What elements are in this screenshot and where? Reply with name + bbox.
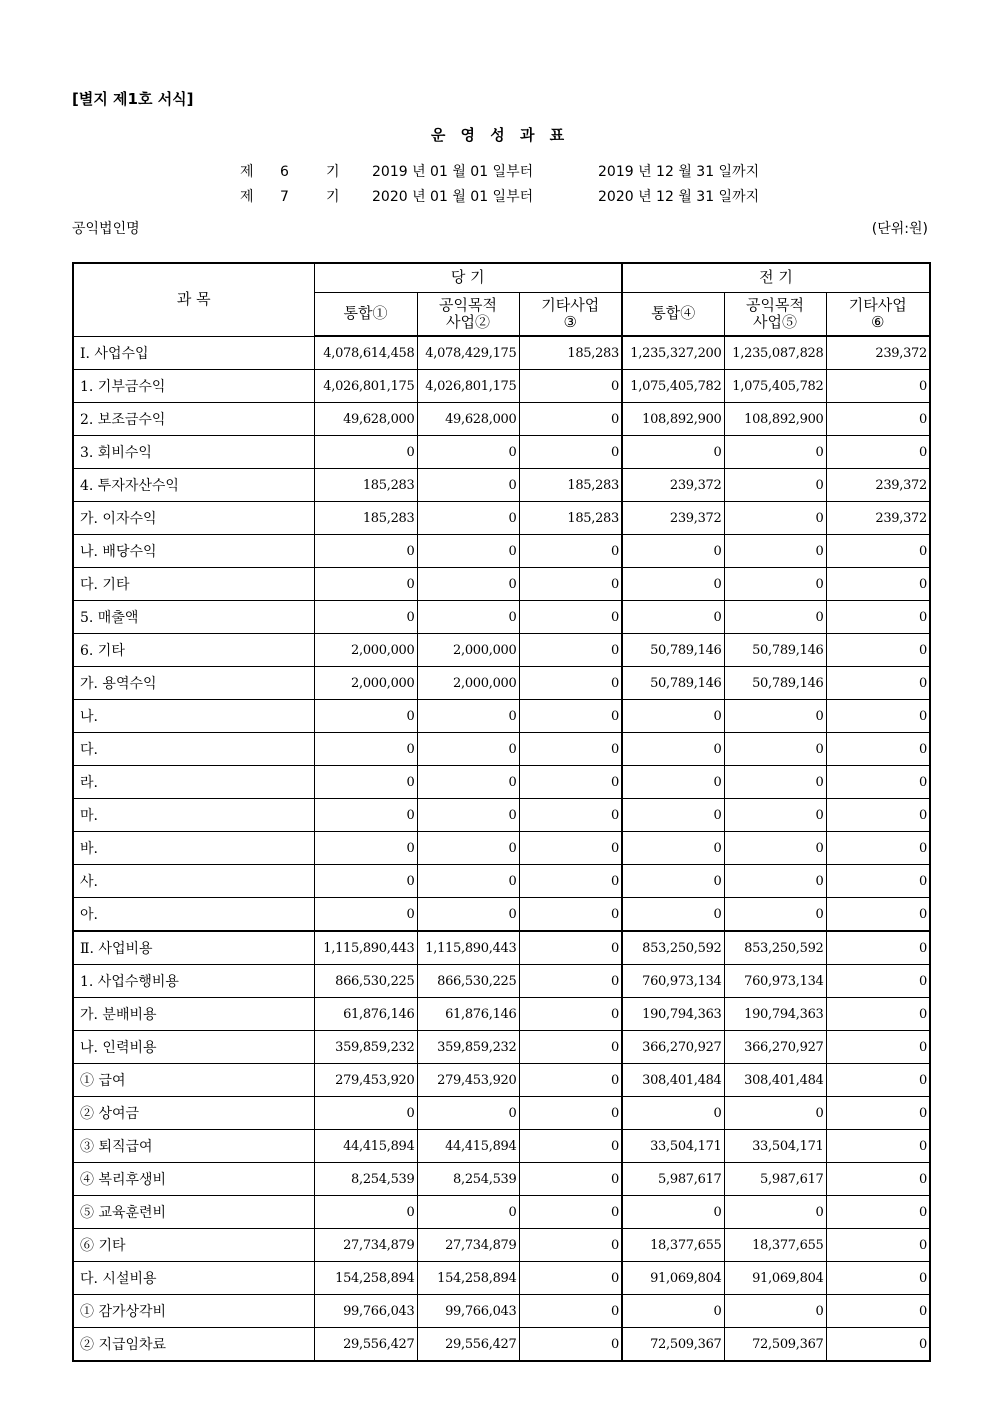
- row-label: 5. 매출액: [73, 601, 314, 634]
- row-label: 다. 시설비용: [73, 1262, 314, 1295]
- row-value: 0: [826, 1064, 930, 1097]
- table-row: [73, 667, 930, 700]
- row-value: 91,069,804: [724, 1262, 826, 1295]
- row-value: 0: [622, 865, 724, 898]
- row-value: 33,504,171: [622, 1130, 724, 1163]
- table-row: [73, 403, 930, 436]
- row-label: 가. 분배비용: [73, 998, 314, 1031]
- row-value: 0: [826, 865, 930, 898]
- table-row: [73, 336, 930, 370]
- row-value: 8,254,539: [417, 1163, 519, 1196]
- table-row: [73, 799, 930, 832]
- row-value: 0: [519, 1229, 622, 1262]
- row-value: 0: [519, 700, 622, 733]
- row-value: 0: [622, 799, 724, 832]
- row-value: 0: [724, 568, 826, 601]
- row-value: 0: [417, 700, 519, 733]
- row-value: 91,069,804: [622, 1262, 724, 1295]
- unit-label: (단위:원): [871, 221, 928, 237]
- row-label: 나.: [73, 700, 314, 733]
- row-value: 44,415,894: [417, 1130, 519, 1163]
- row-value: 4,026,801,175: [314, 370, 417, 403]
- row-value: 0: [314, 799, 417, 832]
- row-value: 99,766,043: [417, 1295, 519, 1328]
- period-from: 2020 년 01 월 01 일부터: [372, 189, 534, 205]
- row-value: 0: [826, 1163, 930, 1196]
- row-value: 0: [826, 1097, 930, 1130]
- row-value: 0: [519, 370, 622, 403]
- row-value: 0: [417, 1196, 519, 1229]
- table-body: [73, 336, 930, 1361]
- row-value: 0: [519, 1163, 622, 1196]
- row-label: 2. 보조금수익: [73, 403, 314, 436]
- row-label: 다.: [73, 733, 314, 766]
- row-value: 4,026,801,175: [417, 370, 519, 403]
- period-to: 2019 년 12 월 31 일까지: [598, 164, 760, 180]
- row-value: 0: [417, 1097, 519, 1130]
- row-value: 0: [724, 1196, 826, 1229]
- table-row: [73, 832, 930, 865]
- row-value: 0: [622, 568, 724, 601]
- row-value: 239,372: [622, 469, 724, 502]
- row-value: 5,987,617: [724, 1163, 826, 1196]
- row-value: 0: [519, 898, 622, 932]
- row-value: 154,258,894: [314, 1262, 417, 1295]
- row-value: 0: [314, 568, 417, 601]
- row-label: 나. 인력비용: [73, 1031, 314, 1064]
- row-value: 0: [724, 898, 826, 932]
- table-row: [73, 700, 930, 733]
- row-value: 0: [622, 436, 724, 469]
- row-value: 0: [826, 799, 930, 832]
- row-value: 866,530,225: [314, 965, 417, 998]
- row-value: 0: [826, 1295, 930, 1328]
- row-value: 0: [417, 733, 519, 766]
- row-value: 0: [314, 865, 417, 898]
- row-value: 0: [826, 568, 930, 601]
- row-value: 0: [417, 502, 519, 535]
- row-value: 0: [519, 1328, 622, 1362]
- row-value: 50,789,146: [724, 634, 826, 667]
- row-label: Ⅰ. 사업수입: [73, 336, 314, 370]
- table-row: [73, 898, 930, 932]
- row-value: 0: [724, 535, 826, 568]
- row-value: 366,270,927: [724, 1031, 826, 1064]
- row-value: 50,789,146: [622, 667, 724, 700]
- row-value: 0: [417, 469, 519, 502]
- row-label: ① 감가상각비: [73, 1295, 314, 1328]
- table-row: [73, 1262, 930, 1295]
- row-value: 4,078,429,175: [417, 336, 519, 370]
- table-row: [73, 1196, 930, 1229]
- row-value: 0: [622, 832, 724, 865]
- row-value: 0: [622, 898, 724, 932]
- column-header: 기타사업 ⑥: [826, 292, 930, 336]
- row-value: 190,794,363: [724, 998, 826, 1031]
- row-value: 853,250,592: [724, 931, 826, 965]
- table-row: [73, 568, 930, 601]
- row-value: 0: [826, 700, 930, 733]
- row-value: 0: [314, 436, 417, 469]
- row-value: 99,766,043: [314, 1295, 417, 1328]
- row-value: 1,235,327,200: [622, 336, 724, 370]
- row-value: 239,372: [826, 336, 930, 370]
- row-value: 0: [519, 1262, 622, 1295]
- row-value: 0: [826, 1196, 930, 1229]
- column-header: 기타사업 ③: [519, 292, 622, 336]
- row-value: 44,415,894: [314, 1130, 417, 1163]
- table-row: [73, 865, 930, 898]
- row-value: 0: [724, 1295, 826, 1328]
- row-value: 0: [622, 535, 724, 568]
- row-label: ② 상여금: [73, 1097, 314, 1130]
- table-row: [73, 634, 930, 667]
- row-value: 0: [826, 601, 930, 634]
- row-value: 0: [826, 535, 930, 568]
- row-value: 0: [314, 1196, 417, 1229]
- row-value: 5,987,617: [622, 1163, 724, 1196]
- row-label: 라.: [73, 766, 314, 799]
- row-value: 0: [519, 403, 622, 436]
- table-row: [73, 965, 930, 998]
- row-value: 185,283: [314, 502, 417, 535]
- row-value: 0: [519, 766, 622, 799]
- row-value: 0: [314, 1097, 417, 1130]
- row-label: 가. 이자수익: [73, 502, 314, 535]
- row-value: 49,628,000: [314, 403, 417, 436]
- row-label: ③ 퇴직급여: [73, 1130, 314, 1163]
- table-row: [73, 998, 930, 1031]
- row-value: 0: [417, 535, 519, 568]
- row-label: 나. 배당수익: [73, 535, 314, 568]
- row-value: 0: [724, 469, 826, 502]
- row-value: 0: [622, 700, 724, 733]
- row-value: 0: [519, 1097, 622, 1130]
- table-row: [73, 535, 930, 568]
- row-value: 0: [519, 931, 622, 965]
- row-label: 1. 기부금수익: [73, 370, 314, 403]
- row-value: 0: [826, 436, 930, 469]
- period-number: 6: [280, 164, 289, 180]
- row-value: 359,859,232: [314, 1031, 417, 1064]
- row-value: 0: [519, 1064, 622, 1097]
- table-row: [73, 1130, 930, 1163]
- period-gi: 기: [326, 164, 340, 180]
- table-row: [73, 1064, 930, 1097]
- row-value: 239,372: [826, 469, 930, 502]
- row-value: 0: [314, 733, 417, 766]
- row-value: 2,000,000: [314, 667, 417, 700]
- row-value: 0: [724, 700, 826, 733]
- row-value: 0: [519, 1130, 622, 1163]
- row-value: 27,734,879: [314, 1229, 417, 1262]
- row-label: ⑤ 교육훈련비: [73, 1196, 314, 1229]
- period-to: 2020 년 12 월 31 일까지: [598, 189, 760, 205]
- row-value: 0: [519, 601, 622, 634]
- row-value: 72,509,367: [622, 1328, 724, 1362]
- table-row: [73, 1328, 930, 1362]
- period-gi: 기: [326, 189, 340, 205]
- row-value: 61,876,146: [417, 998, 519, 1031]
- column-header: 공익목적 사업⑤: [724, 292, 826, 336]
- row-label: 아.: [73, 898, 314, 932]
- row-value: 0: [826, 1031, 930, 1064]
- row-value: 0: [417, 601, 519, 634]
- row-value: 1,075,405,782: [622, 370, 724, 403]
- row-value: 2,000,000: [417, 634, 519, 667]
- row-value: 0: [519, 998, 622, 1031]
- row-value: 0: [826, 766, 930, 799]
- table-row: [73, 502, 930, 535]
- row-value: 190,794,363: [622, 998, 724, 1031]
- row-value: 359,859,232: [417, 1031, 519, 1064]
- row-value: 0: [417, 568, 519, 601]
- row-value: 0: [826, 667, 930, 700]
- row-value: 2,000,000: [314, 634, 417, 667]
- row-value: 0: [826, 370, 930, 403]
- row-value: 185,283: [519, 469, 622, 502]
- row-value: 0: [519, 568, 622, 601]
- row-value: 366,270,927: [622, 1031, 724, 1064]
- row-label: ④ 복리후생비: [73, 1163, 314, 1196]
- row-value: 0: [519, 1295, 622, 1328]
- row-value: 0: [724, 733, 826, 766]
- row-value: 0: [826, 1262, 930, 1295]
- row-value: 0: [417, 865, 519, 898]
- row-value: 0: [622, 1196, 724, 1229]
- row-label: 마.: [73, 799, 314, 832]
- row-value: 0: [826, 634, 930, 667]
- row-value: 0: [519, 832, 622, 865]
- row-value: 0: [314, 700, 417, 733]
- row-value: 0: [417, 766, 519, 799]
- row-value: 4,078,614,458: [314, 336, 417, 370]
- table-row: [73, 370, 930, 403]
- row-value: 0: [417, 436, 519, 469]
- row-value: 18,377,655: [724, 1229, 826, 1262]
- row-label: 4. 투자자산수익: [73, 469, 314, 502]
- row-value: 0: [724, 1097, 826, 1130]
- row-value: 0: [519, 535, 622, 568]
- row-value: 0: [826, 403, 930, 436]
- row-value: 0: [826, 832, 930, 865]
- row-value: 0: [724, 799, 826, 832]
- row-value: 108,892,900: [724, 403, 826, 436]
- row-value: 279,453,920: [314, 1064, 417, 1097]
- operating-results-table: [72, 262, 931, 1362]
- row-value: 0: [314, 535, 417, 568]
- row-label: ② 지급임차료: [73, 1328, 314, 1362]
- row-label: 바.: [73, 832, 314, 865]
- row-value: 185,283: [519, 502, 622, 535]
- row-value: 0: [724, 502, 826, 535]
- row-value: 0: [519, 733, 622, 766]
- row-value: 0: [314, 601, 417, 634]
- row-label: 1. 사업수행비용: [73, 965, 314, 998]
- row-value: 72,509,367: [724, 1328, 826, 1362]
- row-value: 50,789,146: [724, 667, 826, 700]
- table-row: [73, 1229, 930, 1262]
- row-value: 0: [724, 436, 826, 469]
- column-header: 통합④: [622, 292, 724, 336]
- row-value: 308,401,484: [724, 1064, 826, 1097]
- row-value: 29,556,427: [417, 1328, 519, 1362]
- row-label: 3. 회비수익: [73, 436, 314, 469]
- row-value: 0: [826, 1130, 930, 1163]
- row-value: 0: [826, 1229, 930, 1262]
- table-row: [73, 1295, 930, 1328]
- row-value: 108,892,900: [622, 403, 724, 436]
- table-row: [73, 733, 930, 766]
- row-value: 0: [826, 733, 930, 766]
- row-value: 0: [417, 799, 519, 832]
- row-value: 0: [519, 965, 622, 998]
- row-value: 8,254,539: [314, 1163, 417, 1196]
- row-value: 2,000,000: [417, 667, 519, 700]
- table-row: [73, 436, 930, 469]
- row-value: 185,283: [519, 336, 622, 370]
- row-value: 239,372: [826, 502, 930, 535]
- row-value: 29,556,427: [314, 1328, 417, 1362]
- table-row: [73, 931, 930, 965]
- row-value: 0: [622, 766, 724, 799]
- row-value: 1,075,405,782: [724, 370, 826, 403]
- row-value: 1,235,087,828: [724, 336, 826, 370]
- row-value: 0: [519, 634, 622, 667]
- row-value: 0: [724, 832, 826, 865]
- row-value: 1,115,890,443: [314, 931, 417, 965]
- row-value: 0: [314, 832, 417, 865]
- table-row: [73, 1097, 930, 1130]
- row-value: 0: [519, 436, 622, 469]
- period-number: 7: [280, 189, 289, 205]
- row-label: ⑥ 기타: [73, 1229, 314, 1262]
- table-row: [73, 601, 930, 634]
- column-header: 공익목적 사업②: [417, 292, 519, 336]
- row-label: Ⅱ. 사업비용: [73, 931, 314, 965]
- row-value: 760,973,134: [724, 965, 826, 998]
- row-value: 853,250,592: [622, 931, 724, 965]
- row-value: 308,401,484: [622, 1064, 724, 1097]
- row-value: 0: [314, 898, 417, 932]
- row-value: 279,453,920: [417, 1064, 519, 1097]
- row-label: 6. 기타: [73, 634, 314, 667]
- row-value: 0: [724, 766, 826, 799]
- row-value: 0: [724, 601, 826, 634]
- period-je: 제: [240, 189, 254, 205]
- row-value: 0: [724, 865, 826, 898]
- row-value: 1,115,890,443: [417, 931, 519, 965]
- row-value: 185,283: [314, 469, 417, 502]
- row-value: 50,789,146: [622, 634, 724, 667]
- row-value: 0: [519, 667, 622, 700]
- row-value: 0: [826, 998, 930, 1031]
- period-je: 제: [240, 164, 254, 180]
- current-period-header: 당 기: [314, 263, 622, 292]
- table-row: [73, 469, 930, 502]
- row-value: 33,504,171: [724, 1130, 826, 1163]
- row-value: 0: [826, 931, 930, 965]
- row-value: 0: [826, 1328, 930, 1362]
- row-value: 49,628,000: [417, 403, 519, 436]
- row-value: 0: [314, 766, 417, 799]
- row-value: 27,734,879: [417, 1229, 519, 1262]
- row-value: 239,372: [622, 502, 724, 535]
- column-header: 통합①: [314, 292, 417, 336]
- row-value: 61,876,146: [314, 998, 417, 1031]
- row-value: 0: [622, 1097, 724, 1130]
- row-value: 0: [519, 799, 622, 832]
- row-label: ① 급여: [73, 1064, 314, 1097]
- row-value: 0: [622, 601, 724, 634]
- period-from: 2019 년 01 월 01 일부터: [372, 164, 534, 180]
- row-value: 0: [417, 898, 519, 932]
- row-value: 18,377,655: [622, 1229, 724, 1262]
- row-value: 866,530,225: [417, 965, 519, 998]
- row-label: 사.: [73, 865, 314, 898]
- row-value: 0: [519, 865, 622, 898]
- row-value: 0: [826, 965, 930, 998]
- prior-period-header: 전 기: [622, 263, 930, 292]
- document-title: 운 영 성 과 표: [430, 126, 570, 144]
- row-value: 760,973,134: [622, 965, 724, 998]
- row-value: 0: [622, 733, 724, 766]
- row-value: 0: [519, 1031, 622, 1064]
- row-label: 다. 기타: [73, 568, 314, 601]
- form-label: [별지 제1호 서식]: [72, 90, 194, 108]
- subject-header: 과 목: [73, 263, 314, 336]
- table-row: [73, 1031, 930, 1064]
- row-value: 0: [622, 1295, 724, 1328]
- row-value: 0: [519, 1196, 622, 1229]
- row-value: 0: [826, 898, 930, 932]
- row-label: 가. 용역수익: [73, 667, 314, 700]
- row-value: 154,258,894: [417, 1262, 519, 1295]
- table-row: [73, 766, 930, 799]
- table-row: [73, 1163, 930, 1196]
- row-value: 0: [417, 832, 519, 865]
- entity-name-label: 공익법인명: [72, 221, 140, 237]
